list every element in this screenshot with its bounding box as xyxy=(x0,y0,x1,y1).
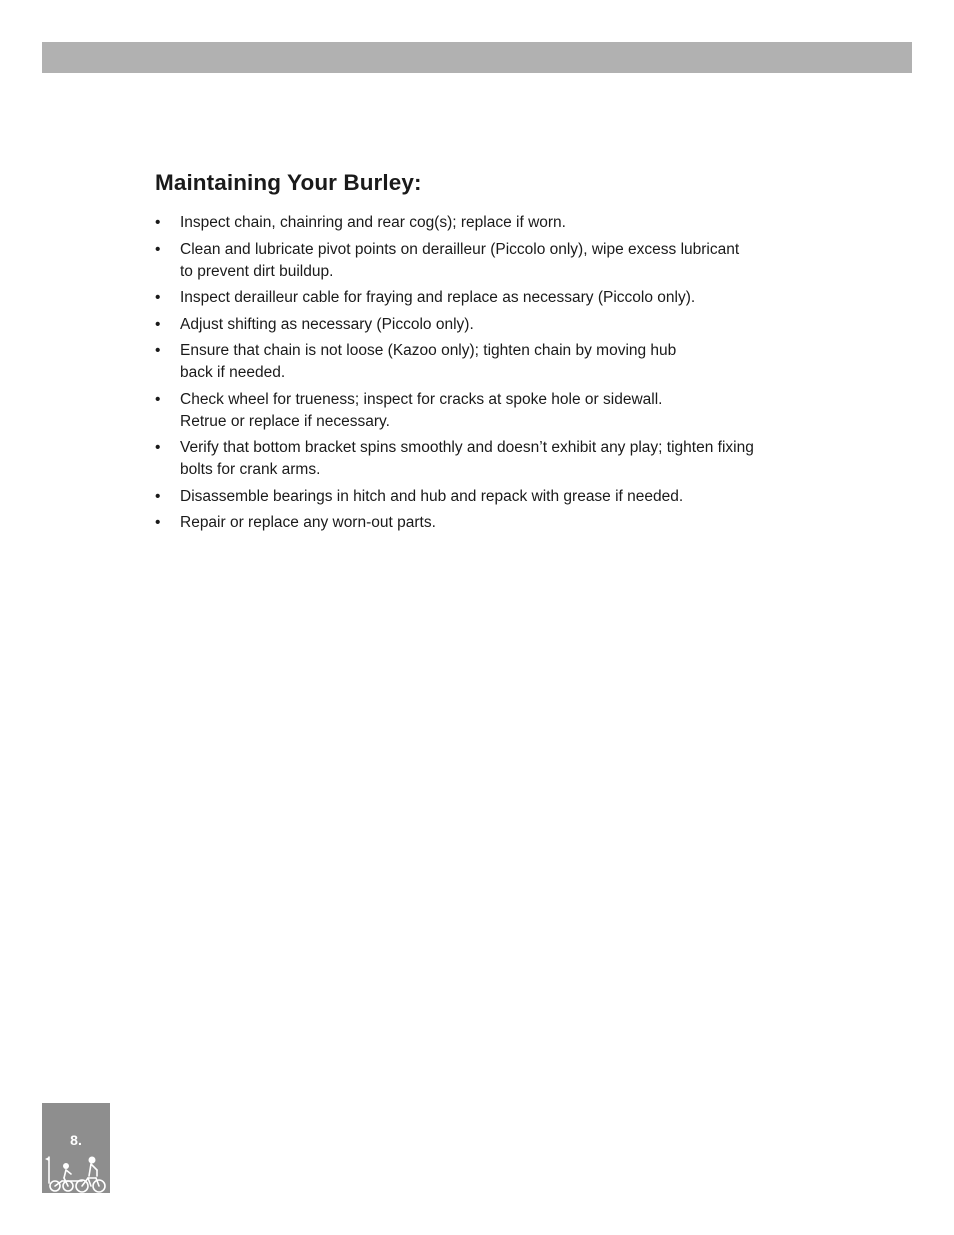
list-item-text: Clean and lubricate pivot points on derailleur (Piccolo only), wipe excess lubricant xyxy=(180,240,740,258)
list-item xyxy=(155,340,815,384)
bike-trailer-riders-icon xyxy=(44,1153,108,1193)
header-bar xyxy=(42,42,912,73)
list-item-text: Adjust shifting as necessary (Piccolo only). xyxy=(180,315,474,333)
page-title: Maintaining Your Burley: xyxy=(155,170,422,195)
list-item-text: Inspect derailleur cable for fraying and replace as necessary (Piccolo only). xyxy=(180,289,696,306)
list-item-text: back if needed. xyxy=(180,364,286,381)
list-item-text: Retrue or replace if necessary. xyxy=(180,412,390,430)
bullet-dot: • xyxy=(155,315,161,333)
list-item-text: Inspect chain, chainring and rear cog(s); replace if worn. xyxy=(180,214,566,231)
bullet-dot: • xyxy=(155,240,161,258)
list-item xyxy=(155,512,815,534)
bullet-dot: • xyxy=(155,514,161,531)
list-item xyxy=(155,287,815,309)
page-number: 8. xyxy=(70,1132,82,1148)
bullet-dot: • xyxy=(155,289,161,306)
list-item-text: Check wheel for trueness; inspect for cracks at spoke hole or sidewall. xyxy=(180,390,663,408)
list-item xyxy=(155,239,815,283)
list-item xyxy=(155,314,815,336)
bullet-dot: • xyxy=(155,487,161,505)
page-number-tab xyxy=(42,1103,110,1193)
list-item-text: Disassemble bearings in hitch and hub and repack with grease if needed. xyxy=(180,487,684,505)
list-item-text: bolts for crank arms. xyxy=(180,461,321,478)
bullet-dot: • xyxy=(155,439,161,456)
list-item-text: Verify that bottom bracket spins smoothly and doesn’t exhibit any play; tighten fixing xyxy=(180,439,754,456)
bullet-dot: • xyxy=(155,342,161,359)
bullet-dot: • xyxy=(155,390,161,408)
list-item xyxy=(155,486,815,508)
bullet-dot: • xyxy=(155,214,161,231)
list-item xyxy=(155,389,815,433)
list-item xyxy=(155,212,815,234)
main-content xyxy=(155,168,815,539)
maintenance-list xyxy=(155,212,815,534)
list-item xyxy=(155,437,815,481)
list-item-text: Ensure that chain is not loose (Kazoo only); tighten chain by moving hub xyxy=(180,342,677,359)
list-item-text: to prevent dirt buildup. xyxy=(180,262,334,280)
list-item-text: Repair or replace any worn-out parts. xyxy=(180,514,436,531)
